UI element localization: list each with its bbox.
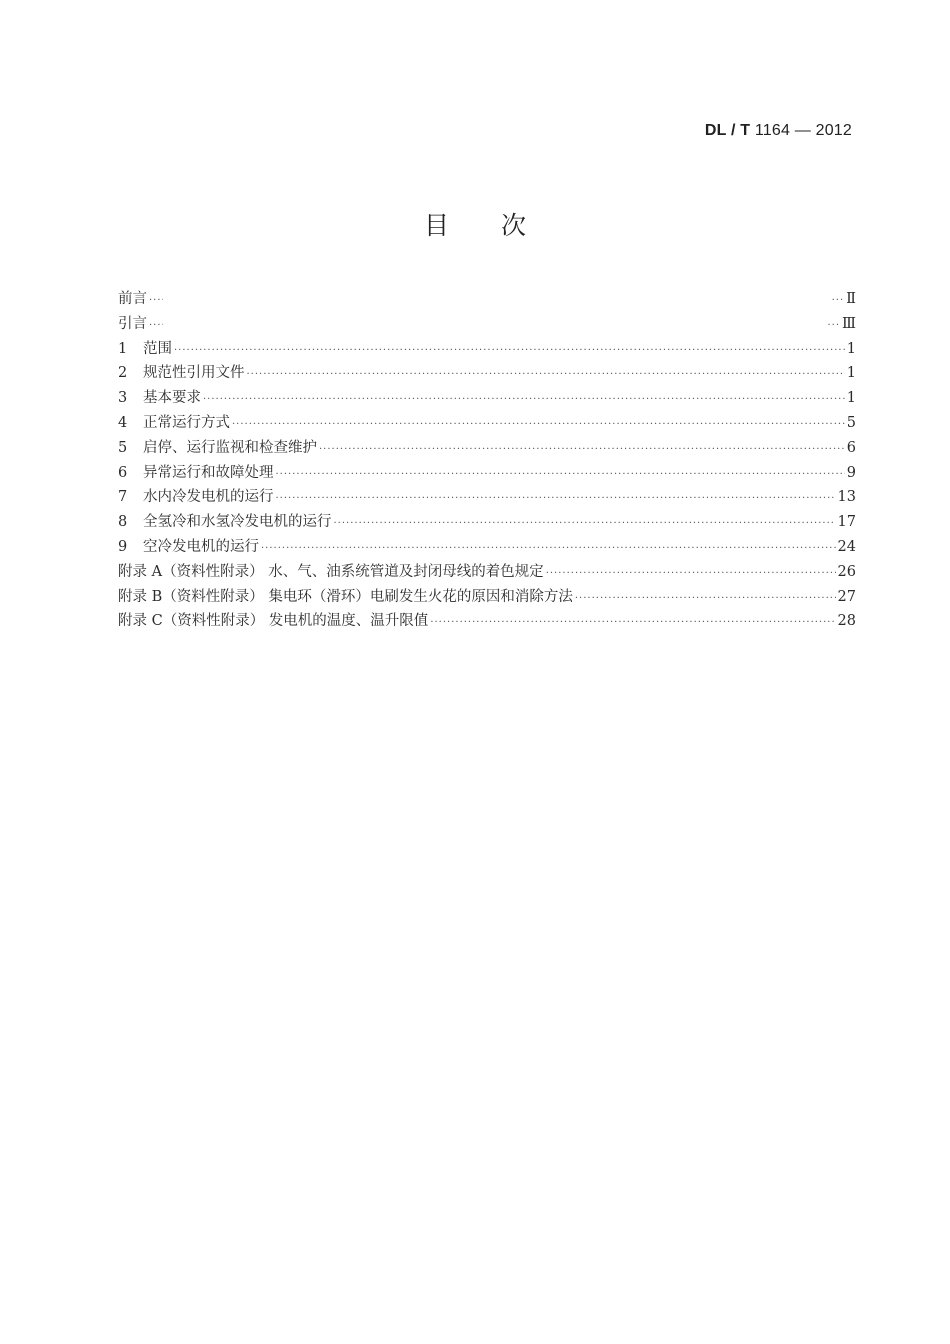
toc-entry-page: 1 bbox=[846, 340, 856, 357]
toc-entry-label: 范围 bbox=[143, 340, 172, 357]
toc-entry-number: 5 bbox=[118, 439, 128, 456]
toc-dot-leader bbox=[261, 537, 836, 562]
table-of-contents bbox=[118, 287, 856, 634]
toc-dot-leader bbox=[247, 363, 845, 388]
toc-entry-page: 28 bbox=[837, 613, 856, 630]
toc-title bbox=[0, 206, 950, 242]
toc-entry-page: 13 bbox=[837, 489, 856, 506]
toc-entry-page: 6 bbox=[846, 439, 856, 456]
toc-entry-number: 4 bbox=[118, 414, 128, 431]
toc-entry-4[interactable] bbox=[118, 411, 856, 436]
toc-entry-number: 8 bbox=[118, 514, 128, 531]
toc-dot-leader bbox=[149, 289, 163, 314]
toc-dot-leader bbox=[276, 463, 845, 488]
toc-entry-2[interactable] bbox=[118, 361, 856, 386]
toc-entry-page: 1 bbox=[846, 365, 856, 382]
toc-entry-label: 附录 C（资料性附录） 发电机的温度、温升限值 bbox=[118, 613, 429, 630]
toc-entry-page: 24 bbox=[837, 538, 856, 555]
toc-title-char-2: 次 bbox=[501, 211, 527, 240]
toc-entry-label: 附录 A（资料性附录） 水、气、油系统管道及封闭母线的着色规定 bbox=[118, 563, 544, 580]
toc-entry-number: 2 bbox=[118, 365, 128, 382]
toc-entry-8[interactable] bbox=[118, 510, 856, 535]
toc-entry-label: 水内冷发电机的运行 bbox=[143, 489, 274, 506]
toc-dot-leader bbox=[174, 339, 845, 364]
toc-entry-page: 17 bbox=[837, 514, 856, 531]
toc-entry-number: 9 bbox=[118, 538, 128, 555]
toc-entry-introduction[interactable] bbox=[118, 312, 856, 337]
toc-entry-label: 前言 bbox=[118, 291, 147, 307]
toc-dot-leader bbox=[149, 314, 163, 339]
toc-entry-label: 空冷发电机的运行 bbox=[143, 538, 259, 555]
toc-entry-foreword[interactable] bbox=[118, 287, 856, 312]
toc-dot-leader bbox=[430, 611, 835, 636]
toc-entry-appendix-a[interactable] bbox=[118, 560, 856, 585]
toc-entry-page: 9 bbox=[846, 464, 856, 481]
toc-entry-page: 1 bbox=[846, 390, 856, 407]
document-code-number: 1164 — 2012 bbox=[750, 122, 852, 139]
toc-entry-number: 6 bbox=[118, 464, 128, 481]
toc-entry-3[interactable] bbox=[118, 386, 856, 411]
toc-entry-7[interactable] bbox=[118, 485, 856, 510]
toc-entry-page: 26 bbox=[837, 563, 856, 580]
toc-entry-appendix-c[interactable] bbox=[118, 609, 856, 634]
toc-dot-leader bbox=[319, 438, 845, 463]
toc-entry-page: 5 bbox=[846, 414, 856, 431]
toc-entry-page: Ⅱ bbox=[846, 291, 856, 307]
toc-dot-leader: ··· bbox=[831, 295, 845, 306]
toc-dot-leader bbox=[334, 512, 836, 537]
toc-dot-leader: ··· bbox=[827, 319, 841, 331]
toc-dot-leader bbox=[203, 388, 845, 413]
toc-entry-label: 启停、运行监视和检查维护 bbox=[143, 439, 317, 456]
toc-entry-label: 引言 bbox=[118, 315, 147, 332]
toc-entry-appendix-b[interactable] bbox=[118, 585, 856, 610]
toc-entry-label: 全氢冷和水氢冷发电机的运行 bbox=[143, 514, 332, 531]
document-code-prefix: DL / T bbox=[704, 122, 751, 139]
toc-entry-6[interactable] bbox=[118, 461, 856, 486]
toc-entry-5[interactable] bbox=[118, 436, 856, 461]
toc-entry-number: 1 bbox=[118, 340, 128, 357]
toc-entry-label: 附录 B（资料性附录） 集电环（滑环）电刷发生火花的原因和消除方法 bbox=[118, 588, 573, 605]
toc-entry-label: 正常运行方式 bbox=[143, 414, 230, 431]
toc-entry-1[interactable] bbox=[118, 337, 856, 362]
document-code bbox=[705, 122, 852, 140]
toc-entry-number: 7 bbox=[118, 489, 128, 506]
toc-dot-leader bbox=[276, 487, 836, 512]
toc-entry-number: 3 bbox=[118, 390, 128, 407]
toc-dot-leader bbox=[546, 562, 836, 587]
toc-title-char-1: 目 bbox=[423, 211, 449, 240]
toc-dot-leader bbox=[232, 413, 845, 438]
toc-entry-label: 基本要求 bbox=[143, 390, 201, 407]
toc-entry-9[interactable] bbox=[118, 535, 856, 560]
toc-entry-page: 27 bbox=[837, 588, 856, 605]
toc-entry-label: 异常运行和故障处理 bbox=[143, 464, 274, 481]
toc-dot-leader bbox=[575, 587, 836, 612]
toc-entry-label: 规范性引用文件 bbox=[143, 365, 245, 382]
toc-entry-page: Ⅲ bbox=[842, 315, 856, 332]
